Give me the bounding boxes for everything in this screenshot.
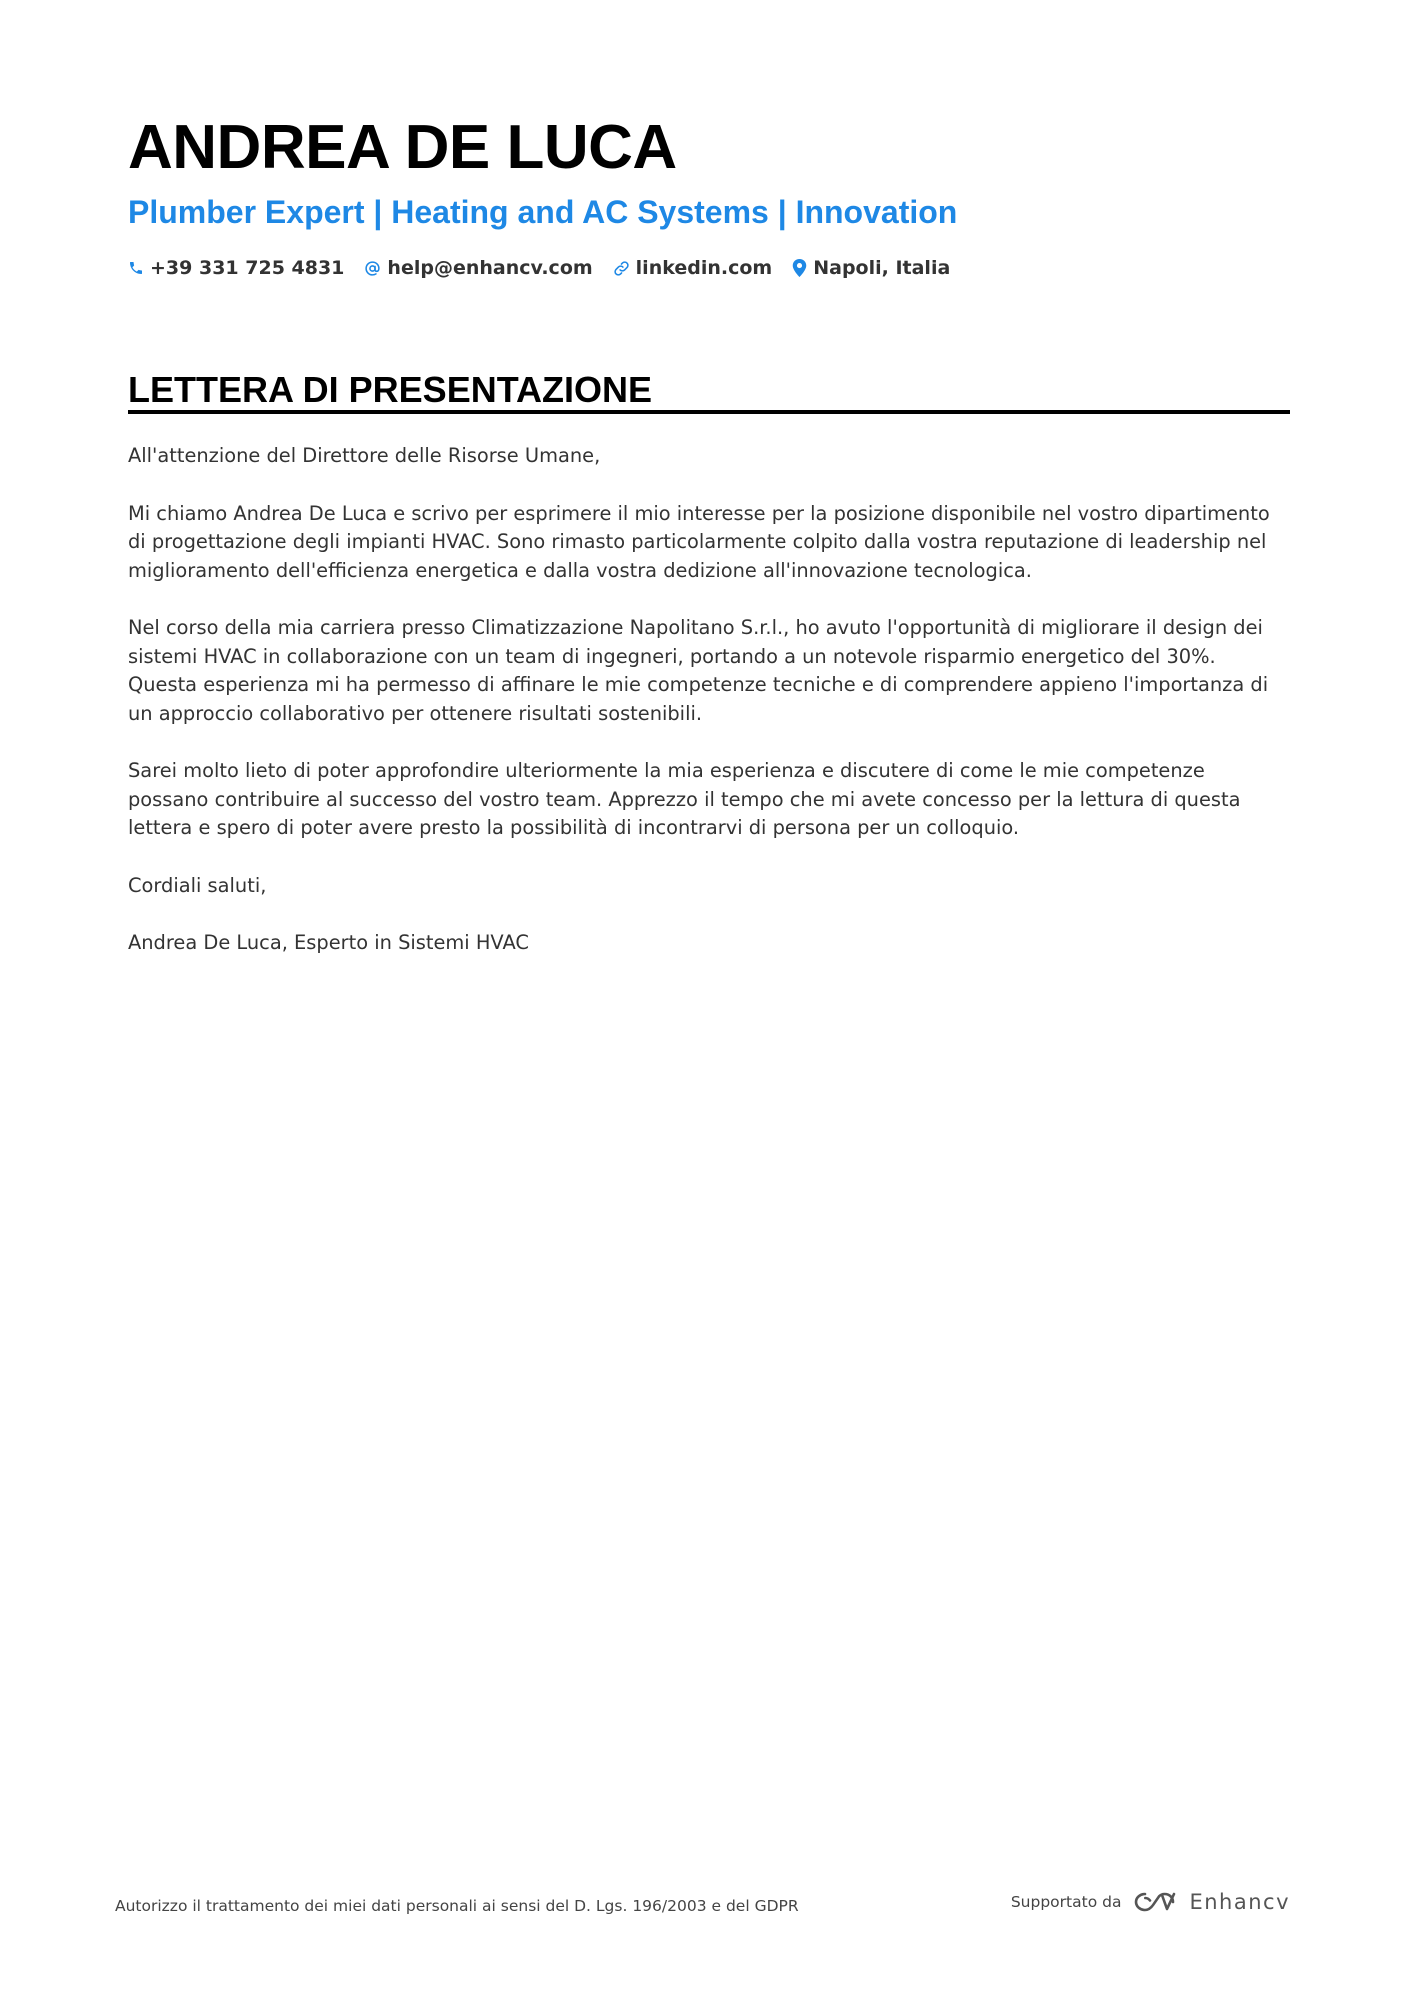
- enhancv-logo-icon: [1133, 1890, 1179, 1914]
- powered-by-label: Supportato da: [1010, 1893, 1122, 1911]
- section-divider: [128, 410, 1290, 414]
- brand-logo: [1133, 1888, 1290, 1916]
- letter-paragraph: Mi chiamo Andrea De Luca e scrivo per esprimere il mio interesse per la posizione disponibile nel vostro dipartimento di progettazione degli impianti HVAC. Sono rimasto particolarmente colpito dalla vostra reputazione di leadership nel miglioramento dell'efficienza energetica e dalla vostra dedizione all'innovazione tecnologica.: [128, 501, 1270, 582]
- section-title: LETTERA DI PRESENTAZIONE: [128, 369, 653, 410]
- candidate-headline: Plumber Expert | Heating and AC Systems | Innovation: [128, 194, 958, 230]
- contact-phone: [128, 254, 344, 282]
- letter-signature: Andrea De Luca, Esperto in Sistemi HVAC: [128, 931, 529, 954]
- letter-paragraph: Nel corso della mia carriera presso Climatizzazione Napolitano S.r.l., ho avuto l'opportunità di migliorare il design dei sistemi HVAC in collaborazione con un team di ingegneri, portando a un notevole risparmio energetico del 30%. Questa esperienza mi ha permesso di affinare le mie competenze tecniche e di comprendere appieno l'importanza di un approccio collaborativo per ottenere risultati sostenibili.: [128, 616, 1269, 725]
- contact-email-text: help@enhancv.com: [387, 257, 593, 279]
- location-pin-icon: [792, 259, 807, 277]
- letter-salutation: All'attenzione del Direttore delle Risorse Umane,: [128, 444, 601, 467]
- brand-name: Enhancv: [1189, 1890, 1290, 1914]
- letter-closing: Cordiali saluti,: [128, 873, 267, 897]
- contact-phone-text: +39 331 725 4831: [150, 257, 345, 279]
- contact-location: [792, 254, 950, 282]
- contact-linkedin[interactable]: [613, 254, 773, 282]
- contact-location-text: Napoli, Italia: [813, 257, 951, 279]
- at-icon: [364, 260, 381, 277]
- footer-powered-by[interactable]: [1011, 1888, 1290, 1916]
- contact-email[interactable]: [364, 254, 592, 282]
- contact-bar: [128, 254, 950, 282]
- letter-body: [128, 442, 1290, 987]
- link-icon: [613, 260, 630, 277]
- phone-icon: [128, 260, 144, 276]
- letter-paragraph: Sarei molto lieto di poter approfondire ulteriormente la mia esperienza e discutere di come le mie competenze possano contribuire al successo del vostro team. Apprezzo il tempo che mi avete concesso per la lettura di questa lettera e spero di poter avere presto la possibilità di incontrarvi di persona per un colloquio.: [128, 759, 1241, 839]
- contact-linkedin-text: linkedin.com: [635, 257, 773, 279]
- footer-consent: Autorizzo il trattamento dei miei dati personali ai sensi del D. Lgs. 196/2003 e del GDPR: [115, 1897, 799, 1915]
- candidate-name: ANDREA DE LUCA: [128, 113, 677, 182]
